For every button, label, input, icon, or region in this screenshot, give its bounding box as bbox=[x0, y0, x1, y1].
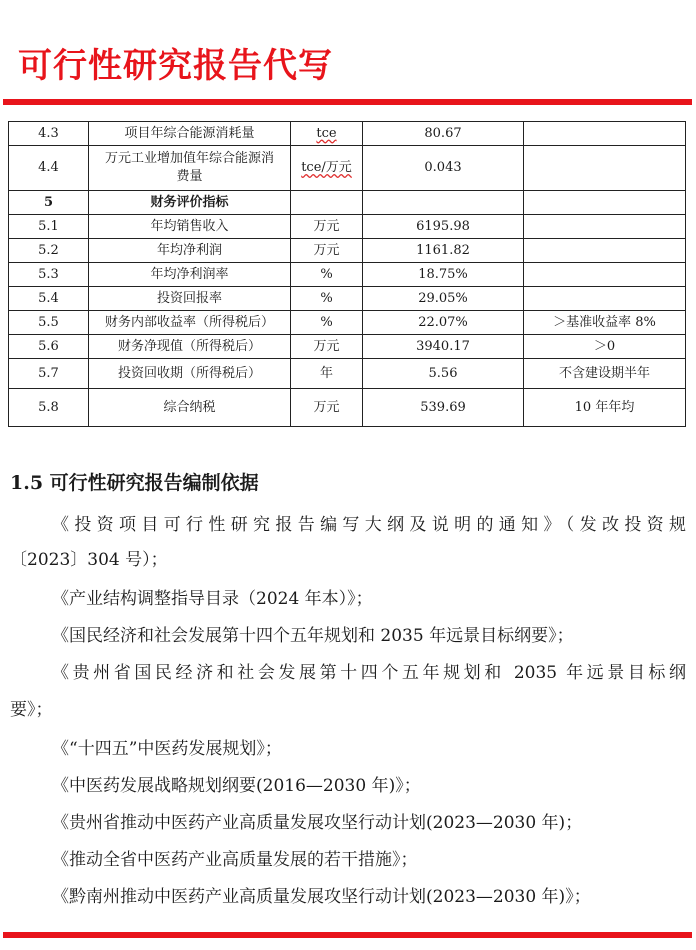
row-number: 5.8 bbox=[9, 389, 89, 427]
indicator-unit: % bbox=[291, 311, 363, 335]
indicator-name: 财务净现值（所得税后） bbox=[89, 335, 291, 359]
row-number: 5.2 bbox=[9, 239, 89, 263]
indicator-note bbox=[524, 215, 686, 239]
indicator-name: 项目年综合能源消耗量 bbox=[89, 122, 291, 146]
indicator-unit: % bbox=[291, 287, 363, 311]
indicator-unit: 万元 bbox=[291, 389, 363, 427]
indicator-value: 6195.98 bbox=[363, 215, 524, 239]
indicator-note: 不含建设期半年 bbox=[524, 359, 686, 389]
indicator-note: 10 年年均 bbox=[524, 389, 686, 427]
indicator-unit: 年 bbox=[291, 359, 363, 389]
bottom-red-rule bbox=[3, 932, 692, 938]
row-number: 5.6 bbox=[9, 335, 89, 359]
row-number: 5.4 bbox=[9, 287, 89, 311]
basis-line: 《贵州省推动中医药产业高质量发展攻坚行动计划(2023—2030 年)； bbox=[52, 813, 583, 833]
indicator-value: 1161.82 bbox=[363, 239, 524, 263]
indicator-name: 年均净利润 bbox=[89, 239, 291, 263]
basis-line: 《贵州省国民经济和社会发展第十四个五年规划和 2035 年远景目标纲 bbox=[52, 663, 686, 683]
indicator-value: 22.07% bbox=[363, 311, 524, 335]
indicator-name: 年均净利润率 bbox=[89, 263, 291, 287]
row-number: 5.7 bbox=[9, 359, 89, 389]
top-red-rule bbox=[3, 99, 692, 105]
indicator-unit bbox=[291, 191, 363, 215]
indicator-value: 29.05% bbox=[363, 287, 524, 311]
indicator-unit: 万元 bbox=[291, 215, 363, 239]
basis-line: 《推动全省中医药产业高质量发展的若干措施》； bbox=[52, 850, 418, 870]
indicator-value: 3940.17 bbox=[363, 335, 524, 359]
table-row bbox=[9, 146, 686, 191]
table-row bbox=[9, 287, 686, 311]
unit-text: tce/万元 bbox=[301, 160, 352, 175]
indicator-name: 综合纳税 bbox=[89, 389, 291, 427]
row-number: 5.1 bbox=[9, 215, 89, 239]
indicator-value: 539.69 bbox=[363, 389, 524, 427]
indicator-table bbox=[8, 121, 686, 427]
indicator-value: 0.043 bbox=[363, 146, 524, 191]
indicator-name: 投资回收期（所得税后） bbox=[89, 359, 291, 389]
basis-line: 《“十四五”中医药发展规划》； bbox=[52, 739, 282, 759]
indicator-unit: % bbox=[291, 263, 363, 287]
indicator-note bbox=[524, 122, 686, 146]
basis-line: 《投资项目可行性研究报告编写大纲及说明的通知》（发改投资规 bbox=[52, 515, 686, 535]
indicator-value bbox=[363, 191, 524, 215]
indicator-unit bbox=[291, 146, 363, 191]
indicator-name: 万元工业增加值年综合能源消费量 bbox=[89, 146, 291, 191]
unit-text: tce bbox=[316, 125, 337, 141]
indicator-value: 18.75% bbox=[363, 263, 524, 287]
table-row bbox=[9, 122, 686, 146]
table-row bbox=[9, 239, 686, 263]
indicator-unit: 万元 bbox=[291, 335, 363, 359]
basis-line: 《黔南州推动中医药产业高质量发展攻坚行动计划(2023—2030 年)》； bbox=[52, 887, 591, 907]
indicator-name: 年均销售收入 bbox=[89, 215, 291, 239]
basis-line: 《中医药发展战略规划纲要(2016—2030 年)》； bbox=[52, 776, 421, 796]
basis-line: 要》； bbox=[10, 700, 53, 720]
indicator-note bbox=[524, 239, 686, 263]
row-number: 5.3 bbox=[9, 263, 89, 287]
table-row bbox=[9, 311, 686, 335]
table-row bbox=[9, 389, 686, 427]
row-number: 5.5 bbox=[9, 311, 89, 335]
table-row bbox=[9, 359, 686, 389]
indicator-value: 5.56 bbox=[363, 359, 524, 389]
indicator-name: 财务评价指标 bbox=[89, 191, 291, 215]
row-number: 4.3 bbox=[9, 122, 89, 146]
basis-line: 《产业结构调整指导目录（2024 年本）》； bbox=[52, 589, 373, 609]
section-heading: 1.5 可行性研究报告编制依据 bbox=[10, 472, 259, 494]
table-row bbox=[9, 263, 686, 287]
row-number: 5 bbox=[9, 191, 89, 215]
indicator-note bbox=[524, 263, 686, 287]
indicator-unit bbox=[291, 122, 363, 146]
table-row bbox=[9, 215, 686, 239]
table-row bbox=[9, 191, 686, 215]
indicator-note bbox=[524, 287, 686, 311]
page-banner-title: 可行性研究报告代写 bbox=[18, 46, 333, 86]
indicator-name: 投资回报率 bbox=[89, 287, 291, 311]
indicator-note bbox=[524, 191, 686, 215]
indicator-value: 80.67 bbox=[363, 122, 524, 146]
indicator-name: 财务内部收益率（所得税后） bbox=[89, 311, 291, 335]
indicator-note: ＞基准收益率 8% bbox=[524, 311, 686, 335]
row-number: 4.4 bbox=[9, 146, 89, 191]
table-row bbox=[9, 335, 686, 359]
basis-line: 《国民经济和社会发展第十四个五年规划和 2035 年远景目标纲要》； bbox=[52, 626, 574, 646]
indicator-note: ＞0 bbox=[524, 335, 686, 359]
indicator-unit: 万元 bbox=[291, 239, 363, 263]
basis-line: 〔2023〕304 号）； bbox=[10, 550, 168, 570]
indicator-note bbox=[524, 146, 686, 191]
